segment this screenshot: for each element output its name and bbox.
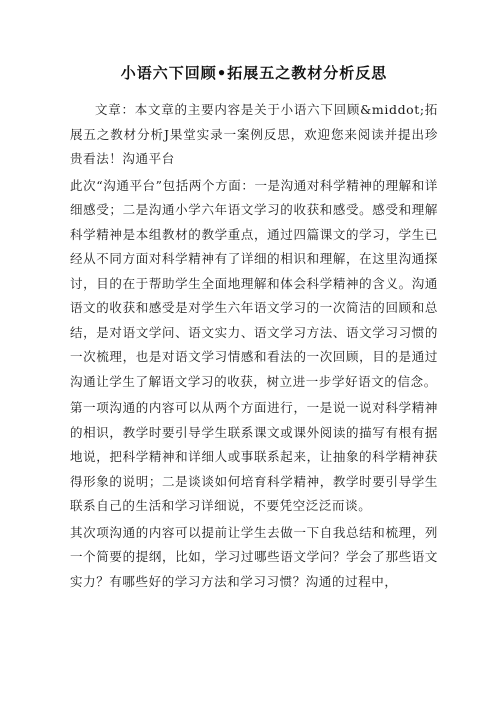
paragraph-intro: 文章：本文章的主要内容是关于小语六下回顾&middot;拓展五之教材分析J果堂实录一案例反思，欢迎您来阅读并提出珍贵看法！沟通平台 [70, 102, 438, 166]
paragraph-body-3: 其次项沟通的内容可以提前让学生去做一下自我总结和梳理，列一个简要的提纲，比如，学习过哪些语文学问？学会了那些语文实力？有哪些好的学习方法和学习习惯？沟通的过程中， [70, 524, 438, 589]
paragraph-body-2: 第一项沟通的内容可以从两个方面进行，一是说一说对科学精神的相识，教学时要引导学生联系课文或课外阅读的描写有根有据地说，把科学精神和详细人或事联系起来，让抽象的科学精神获得形象的说明；二是谈谈如何培育科学精神，教学时要引导学生联系自己的生活和学习详细说，不要凭空泛泛而谈。 [70, 400, 438, 513]
document-title: 小语六下回顾•拓展五之教材分析反思 [120, 64, 388, 82]
paragraph-body-1: 此次“沟通平台”包括两个方面：一是沟通对科学精神的理解和详细感受；二是沟通小学六年语文学习的收获和感受。感受和理解科学精神是本组教材的教学重点，通过四篇课文的学习，学生已经从不同方面对科学精神有了详细的相识和理解，在这里沟通探讨，目的在于帮助学生全面地理解和体会科学精神的含义。沟通语文的收获和感受是对学生六年语文学习的一次简洁的回顾和总结，是对语文学问、语文实力、语文学习方法、语文学习习惯的一次梳理，也是对语文学习情感和看法的一次回顾，目的是通过沟通让学生了解语文学习的收获，树立进一步学好语文的信念。 [70, 177, 438, 389]
